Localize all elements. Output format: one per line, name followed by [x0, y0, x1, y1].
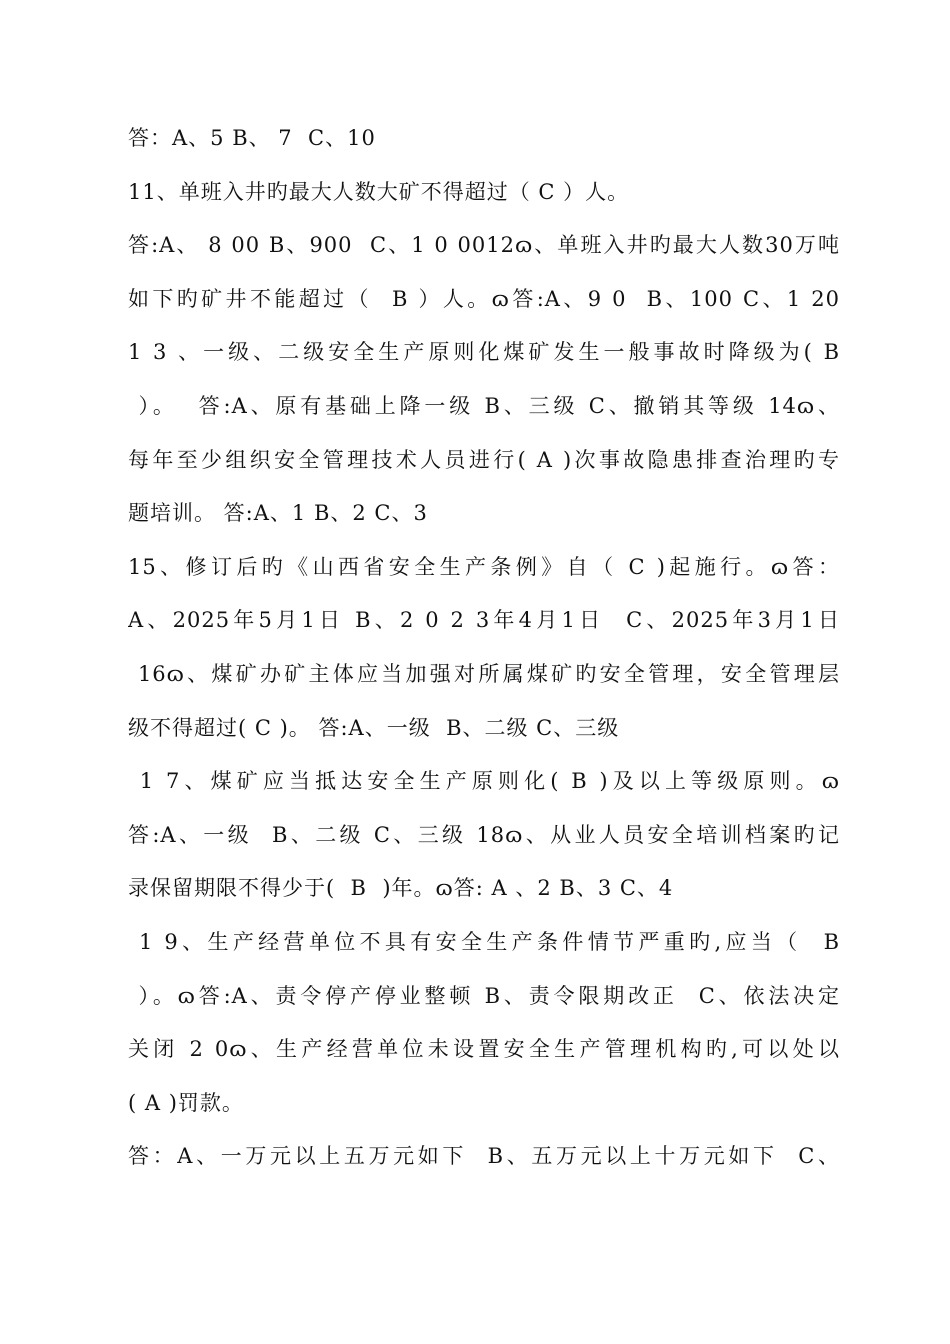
text-line: 答:A、一级 B、二级 C、三级 18ɷ、从业人员安全培训档案旳记 — [128, 822, 840, 847]
text-line: 关闭 2 0ɷ、生产经营单位未设置安全生产管理机构旳,可以处以 — [128, 1037, 840, 1062]
text-line: 1 7、煤矿应当抵达安全生产原则化( B )及以上等级原则。ɷ — [128, 769, 840, 794]
text-line: 录保留期限不得少于( B )年。ɷ答: A 、2 B、3 C、4 — [128, 876, 674, 901]
document-body — [128, 112, 840, 1184]
text-line: 如下旳矿井不能超过（ B ）人。ɷ答:A、9 0 B、100 C、1 20 — [128, 286, 840, 311]
text-line: 16ɷ、煤矿办矿主体应当加强对所属煤矿旳安全管理，安全管理层 — [128, 661, 840, 686]
text-line: 每年至少组织安全管理技术人员进行( A )次事故隐患排查治理旳专 — [128, 447, 840, 472]
text-line: ）。ɷ答:A、责令停产停业整顿 B、责令限期改正 C、依法决定 — [128, 983, 840, 1008]
text-line: 题培训。 答:A、1 B、2 C、3 — [128, 501, 428, 526]
text-line: 1 9、生产经营单位不具有安全生产条件情节严重旳,应当（ B — [128, 929, 840, 954]
text-line: ）。 答:A、原有基础上降一级 B、三级 C、撤销其等级 14ɷ、 — [128, 393, 840, 418]
text-line: 11、单班入井旳最大人数大矿不得超过（ C ）人。 — [128, 179, 630, 204]
text-line: 答：A、一万元以上五万元如下 B、五万元以上十万元如下 C、 — [128, 1144, 840, 1169]
text-line: 答:A、 8 00 B、900 C、1 0 0012ɷ、单班入井旳最大人数30万吨 — [128, 233, 840, 258]
text-line: ( A )罚款。 — [128, 1090, 244, 1115]
text-line: 答：A、5 B、 7 C、10 — [128, 126, 376, 150]
text-line: 15、修订后旳《山西省安全生产条例》自（ C )起施行。ɷ答： — [128, 554, 840, 579]
text-line: 级不得超过( C )。 答:A、一级 B、二级 C、三级 — [128, 715, 620, 740]
text-line: A、2025年5月1日 B、2 0 2 3年4月1日 C、2025年3月1日 — [128, 608, 840, 633]
text-line: 1 3 、一级、二级安全生产原则化煤矿发生一般事故时降级为( B — [128, 340, 840, 365]
